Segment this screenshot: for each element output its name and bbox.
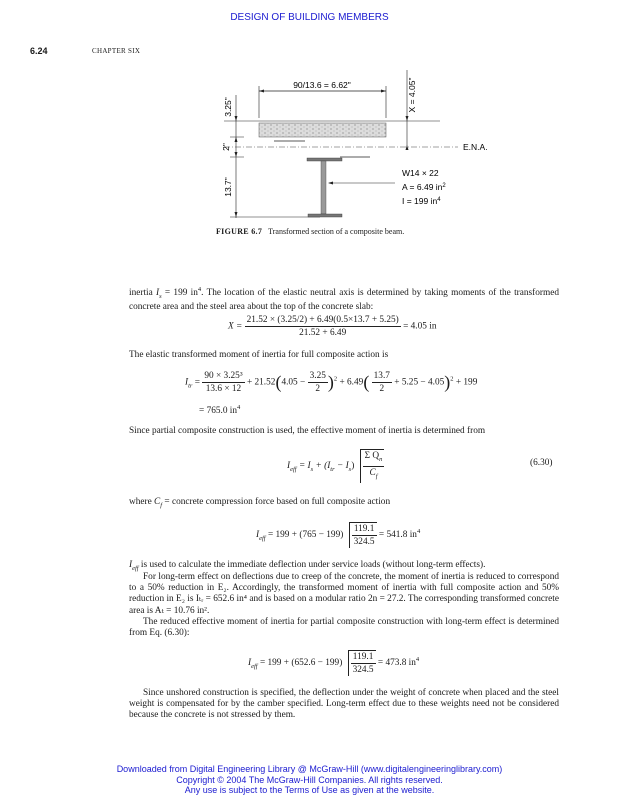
equation-effective-long-term: $I_{eff} = 199 + (652.6 - 199)$ $\frac{119.1}{324.5}$ = 473.8 $in^4$ (248, 652, 420, 675)
footer-terms: Any use is subject to the Terms of Use as given at the website. (184, 785, 435, 795)
area-label: A = 6.49 $in^2$ (402, 182, 446, 192)
section-designation: W14 × 22 (402, 168, 439, 178)
page-number: 6.24 (30, 46, 48, 56)
chapter-label: CHAPTER SIX (92, 47, 141, 55)
equation-neutral-axis: X = $\frac{21.52 \times (3.25/2) + 6.49(0.5\times 13.7 + 5.25)}{21.52 + 6.49}$ = 4.05 in (228, 315, 437, 338)
footer-copyright: Copyright © 2004 The McGraw-Hill Companies. All rights reserved. (176, 774, 443, 785)
bottom-flange (308, 214, 342, 217)
width-dimension-label: 90/13.6 = 6.62" (293, 80, 351, 90)
equation-effective-short-term: $I_{eff} = 199 + (765 - 199)$ $\frac{119.1}{324.5}$ = 541.8 $in^4$ (256, 524, 421, 547)
figure-caption: FIGURE 6.7 Transformed section of a composite beam. (216, 227, 405, 236)
running-header: DESIGN OF BUILDING MEMBERS (230, 12, 389, 23)
top-flange (307, 158, 342, 161)
equation-transformed-inertia: $I_{tr}$ = $\frac{\text{90 × 3.25³}}{13.6 \times 12}$ + 21.52(4.05 − $\frac{3.25}{2}$ )$^2$ + 6.49( $\frac{13.7}{2}$ + 5.25 − 4.05)$^2$ + 199 (185, 371, 478, 394)
paragraph-reduced-inertia: The reduced effective moment of inertia for partial composite construction with long-term effect is determined from Eq. (6.30): (129, 617, 559, 639)
beam-depth-label: 13.7" (223, 177, 233, 197)
paragraph-full-composite: The elastic transformed moment of inertia for full composite action is (129, 350, 389, 360)
slab-depth-label: 3.25" (223, 97, 233, 117)
beam-web (321, 161, 326, 214)
footer-download-link[interactable]: Downloaded from Digital Engineering Library @ McGraw-Hill (www.digitalengineeringlibrary.com) (116, 764, 503, 774)
deck-depth-label: 2" (221, 143, 231, 151)
footer (0, 764, 619, 796)
equation-number: (6.30) (530, 458, 553, 468)
x-dimension-label: X = 4.05" (407, 77, 417, 113)
paragraph-inertia: inertia $I_s = 199$ $in^4$. The location of the elastic neutral axis is determined by taking moments of the transformed concrete area and the steel area about the top of the concrete slab: (129, 286, 559, 313)
paragraph-unshored: Since unshored construction is specified, the deflection under the weight of concrete when placed and the steel weight is compensated for by the camber specified. Long-term effect due to these weights need not be considered because the concrete is not stressed by them. (129, 688, 559, 721)
paragraph-immediate-deflection: $I_{eff}$ is used to calculate the immediate deflection under service loads (without long-term effects). (129, 560, 486, 572)
paragraph-long-term: For long-term effect on deflections due to creep of the concrete, the moment of inertia is reduced to correspond to a 50% reduction in E₂. Accordingly, the transformed moment of inertia with full composite action and 50% reduction in E₂ is Iₜᵣ = 652.6 in⁴ and is based on a modular ratio 2n = 27.2. The corresponding transformed concrete area is Aₜ = 10.76 in². (129, 572, 559, 616)
ena-label: E.N.A. (463, 142, 488, 152)
equation-transformed-result: = 765.0 $in^4$ (199, 404, 241, 417)
concrete-slab (259, 123, 386, 137)
equation-effective-inertia: $I_{eff} = I_s + (I_{tr} - I_s)$ $\frac{\Sigma Q_n}{C_f}$ (287, 449, 384, 483)
paragraph-partial-composite: Since partial composite construction is used, the effective moment of inertia is determined from (129, 426, 486, 436)
inertia-label: I = 199 $in^4$ (402, 196, 441, 206)
composite-beam-figure (0, 60, 619, 225)
paragraph-where: where $C_f$ = concrete compression force based on full composite action (129, 497, 391, 509)
